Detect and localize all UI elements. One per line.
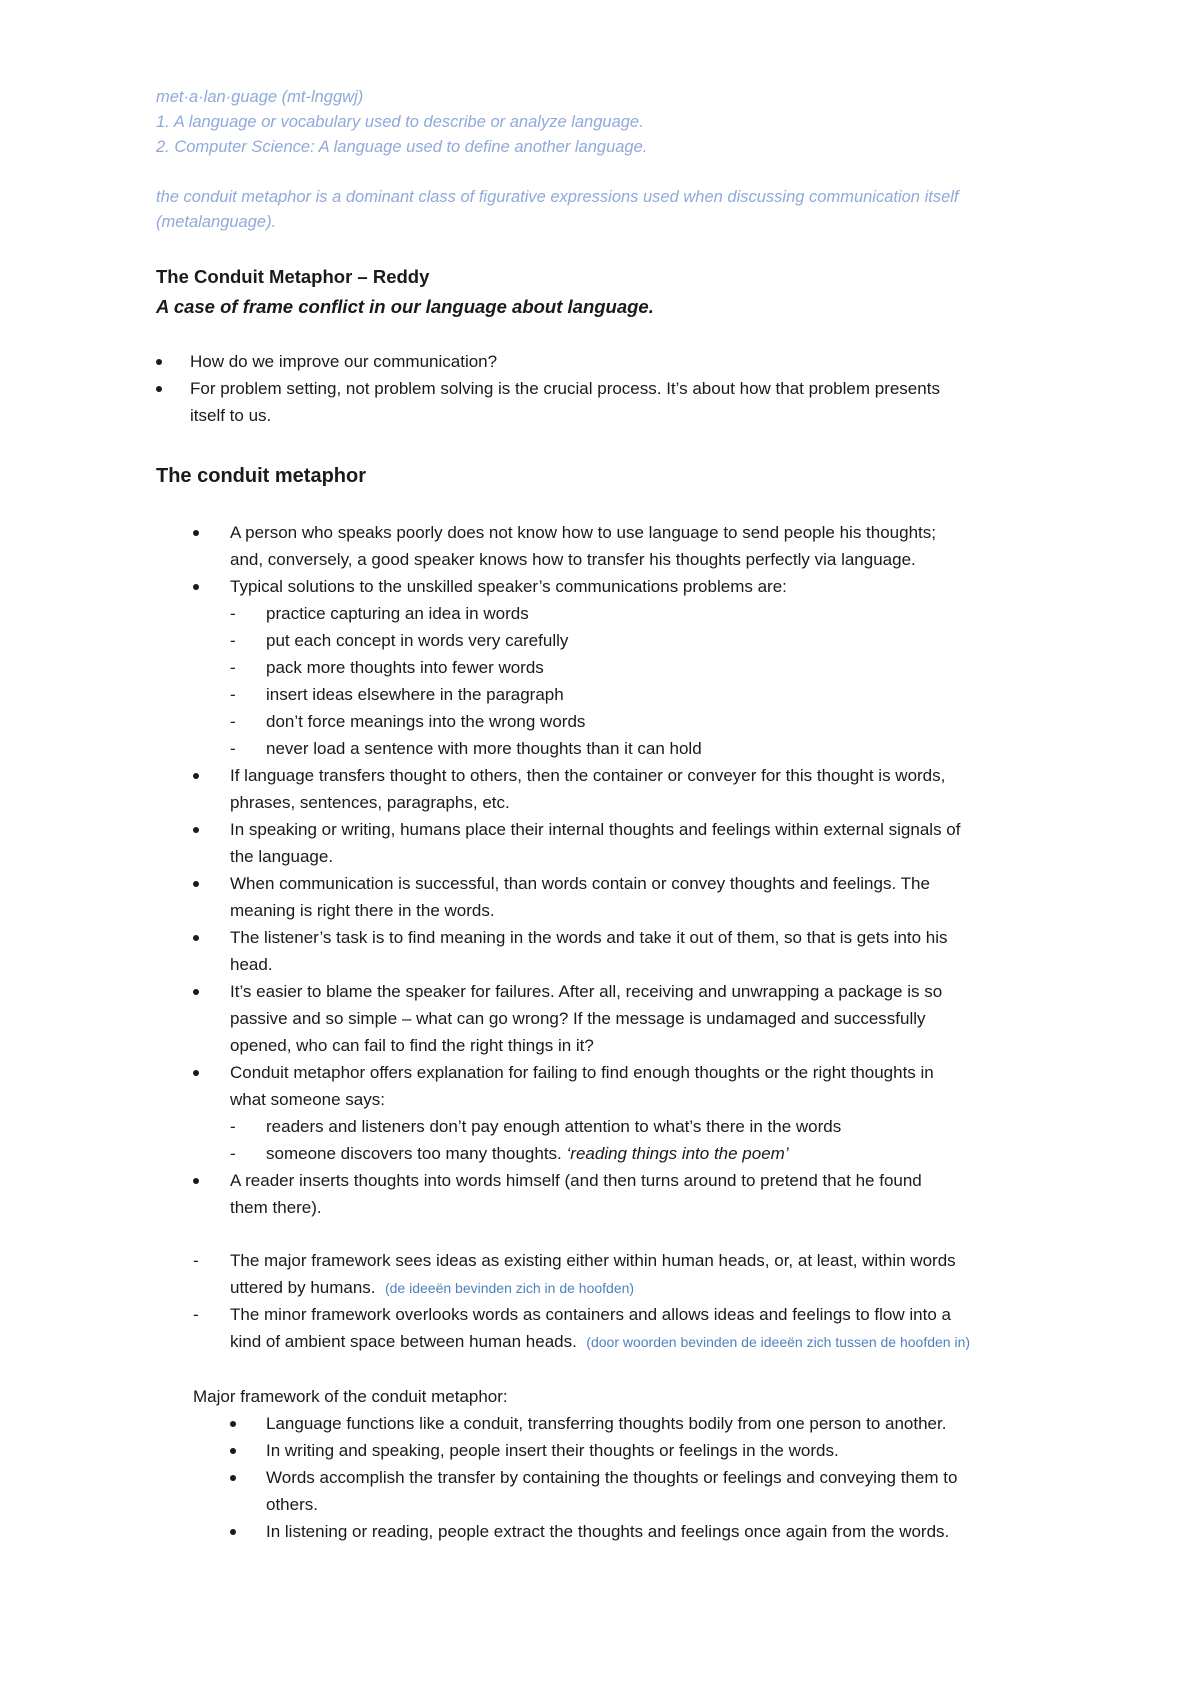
major-framework-line-2 [230,1274,634,1303]
bullet-icon [230,1529,236,1535]
bullet-icon [193,881,199,887]
bullet-icon [230,1448,236,1454]
minor-framework-line-1: The minor framework overlooks words as containers and allows ideas and feelings to flow into a [230,1305,951,1324]
section-heading: The conduit metaphor [156,465,366,487]
definition-sense-2: 2. Computer Science: A language used to define another language. [156,138,648,156]
intro-item-2-line-1: For problem setting, not problem solving is the crucial process. It’s about how that problem presents [190,379,940,398]
definition-sense-1: 1. A language or vocabulary used to describe or analyze language. [156,113,644,131]
major-item-1: Language functions like a conduit, transferring thoughts bodily from one person to another. [266,1414,947,1433]
page-subtitle: A case of frame conflict in our language about language. [156,296,654,317]
dash-icon: - [230,658,236,677]
solution-item: insert ideas elsewhere in the paragraph [266,685,564,704]
solution-item: pack more thoughts into fewer words [266,658,544,677]
failure-item-2-quote: ‘reading things into the poem’ [566,1144,789,1163]
major-item-3-line-2: others. [266,1495,318,1514]
minor-framework-line-2 [230,1328,970,1357]
point-8-line-2: what someone says: [230,1090,385,1109]
bullet-icon [193,584,199,590]
bullet-icon [193,773,199,779]
point-1-line-2: and, conversely, a good speaker knows how to transfer his thoughts perfectly via language. [230,550,916,569]
major-item-4: In listening or reading, people extract the thoughts and feelings once again from the words. [266,1522,950,1541]
solution-item: don’t force meanings into the wrong words [266,712,586,731]
bullet-icon [156,386,162,392]
point-7-line-1: It’s easier to blame the speaker for failures. After all, receiving and unwrapping a package is so [230,982,943,1001]
solution-item: put each concept in words very carefully [266,631,569,650]
bullet-icon [193,827,199,833]
point-7-line-3: opened, who can fail to find the right things in it? [230,1036,594,1055]
point-3-line-2: phrases, sentences, paragraphs, etc. [230,793,510,812]
dash-icon: - [193,1251,199,1270]
bullet-icon [193,1178,199,1184]
point-2: Typical solutions to the unskilled speaker’s communications problems are: [230,577,787,596]
page-title: The Conduit Metaphor – Reddy [156,266,430,287]
dash-icon: - [230,685,236,704]
point-5-line-2: meaning is right there in the words. [230,901,495,920]
bullet-icon [193,989,199,995]
bullet-icon [193,1070,199,1076]
point-4-line-2: the language. [230,847,334,866]
dash-icon: - [230,712,236,731]
major-item-3-line-1: Words accomplish the transfer by containing the thoughts or feelings and conveying them to [266,1468,958,1487]
bullet-icon [230,1475,236,1481]
dash-icon: - [230,739,236,758]
major-framework-line-1: The major framework sees ideas as existing either within human heads, or, at least, within words [230,1251,956,1270]
failure-item-2-text: someone discovers too many thoughts. [266,1144,562,1163]
major-item-2: In writing and speaking, people insert their thoughts or feelings in the words. [266,1441,839,1460]
bullet-icon [193,530,199,536]
definition-note-line-2: (metalanguage). [156,213,277,231]
point-6-line-2: head. [230,955,273,974]
failure-item-2 [266,1140,789,1168]
solution-item: never load a sentence with more thoughts than it can hold [266,739,702,758]
major-framework-text: uttered by humans. [230,1278,376,1297]
dash-icon: - [230,604,236,623]
point-6-line-1: The listener’s task is to find meaning in the words and take it out of them, so that is gets into his [230,928,948,947]
point-9-line-2: them there). [230,1198,322,1217]
solution-item: practice capturing an idea in words [266,604,529,623]
definition-note-line-1: the conduit metaphor is a dominant class of figurative expressions used when discussing communication itself [156,188,959,206]
bullet-icon [193,935,199,941]
point-3-line-1: If language transfers thought to others, then the container or conveyer for this thought is words, [230,766,946,785]
point-8-line-1: Conduit metaphor offers explanation for failing to find enough thoughts or the right thoughts in [230,1063,934,1082]
point-9-line-1: A reader inserts thoughts into words himself (and then turns around to pretend that he found [230,1171,922,1190]
dash-icon: - [193,1305,199,1324]
major-framework-note: (de ideeën bevinden zich in de hoofden) [384,1280,635,1296]
bullet-icon [156,359,162,365]
intro-item-2-line-2: itself to us. [190,406,272,425]
point-4-line-1: In speaking or writing, humans place their internal thoughts and feelings within external signals of [230,820,961,839]
minor-framework-note: (door woorden bevinden de ideeën zich tussen de hoofden in) [586,1334,971,1350]
failure-item-1: readers and listeners don’t pay enough attention to what’s there in the words [266,1117,842,1136]
dash-icon: - [230,1117,236,1136]
point-7-line-2: passive and so simple – what can go wrong? If the message is undamaged and successfully [230,1009,926,1028]
point-1-line-1: A person who speaks poorly does not know how to use language to send people his thoughts; [230,523,936,542]
dash-icon: - [230,631,236,650]
definition-headword: met·a·lan·guage (mt-lnggwj) [156,88,364,106]
dash-icon: - [230,1144,236,1163]
point-5-line-1: When communication is successful, than words contain or convey thoughts and feelings. The [230,874,930,893]
intro-item-1: How do we improve our communication? [190,352,498,371]
minor-framework-text: kind of ambient space between human heads. [230,1332,577,1351]
major-framework-heading: Major framework of the conduit metaphor: [193,1387,508,1406]
bullet-icon [230,1421,236,1427]
